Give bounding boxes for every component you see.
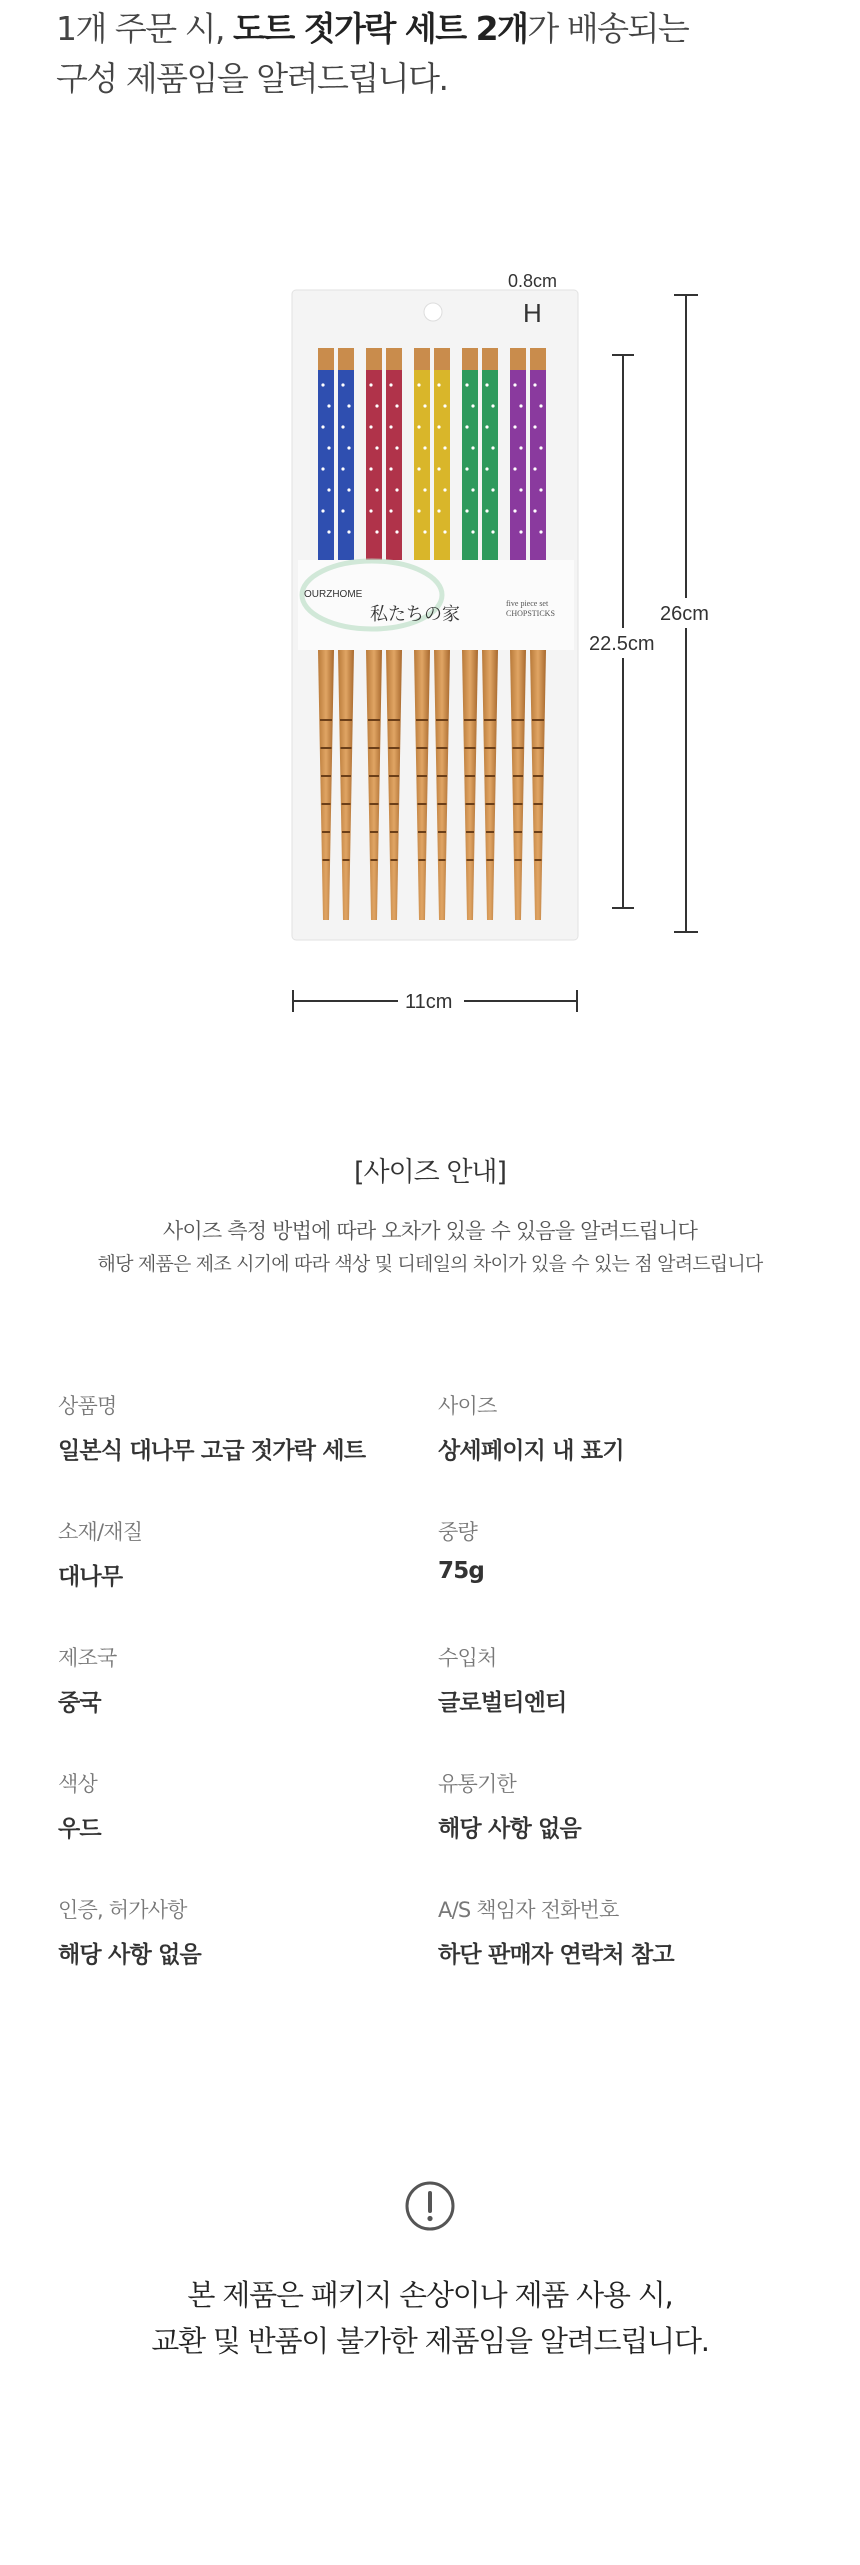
product-figure <box>0 260 860 1040</box>
spec-label: 상품명 <box>58 1394 117 1418</box>
spec-cell <box>58 1390 438 1516</box>
spec-cell <box>58 1516 438 1642</box>
intro-line-2: 구성 제품임을 알려드립니다. <box>56 59 448 98</box>
dim-outer-height-label: 26cm <box>660 603 709 625</box>
spec-label: 색상 <box>58 1772 97 1796</box>
package-script: 私たちの家 <box>370 604 460 625</box>
intro-line-1 <box>56 4 816 54</box>
package-small-2: CHOPSTICKS <box>506 609 555 618</box>
dim-thickness-label: 0.8cm <box>508 271 558 291</box>
dim-inner-height-label: 22.5cm <box>589 633 655 655</box>
spec-value: 75g <box>438 1558 485 1584</box>
spec-value: 우드 <box>58 1816 101 1842</box>
size-guide <box>0 1150 860 1276</box>
spec-cell <box>438 1642 818 1768</box>
product-illustration <box>0 260 860 1040</box>
size-guide-line-2: 해당 제품은 제조 시기에 따라 색상 및 디테일의 차이가 있을 수 있는 점 알려드립니다 <box>97 1253 763 1275</box>
spec-label: 중량 <box>438 1520 477 1544</box>
package-small-1: five piece set <box>506 599 549 608</box>
spec-value: 해당 사항 없음 <box>58 1942 201 1968</box>
size-guide-line-1: 사이즈 측정 방법에 따라 오차가 있을 수 있음을 알려드립니다 <box>162 1219 698 1243</box>
spec-label: 유통기한 <box>438 1772 516 1796</box>
spec-label: A/S 책임자 전화번호 <box>438 1898 619 1922</box>
spec-label: 제조국 <box>58 1646 117 1670</box>
hang-hole <box>424 303 442 321</box>
spec-label: 사이즈 <box>438 1394 497 1418</box>
spec-value: 대나무 <box>58 1564 123 1590</box>
package-brand: OURZHOME <box>304 589 363 600</box>
spec-value: 상세페이지 내 표기 <box>438 1438 624 1464</box>
spec-label: 인증, 허가사항 <box>58 1898 187 1922</box>
spec-cell <box>438 1894 818 2020</box>
spec-table <box>58 1390 818 2020</box>
intro-text <box>56 4 816 104</box>
intro-part-3: 가 배송되는 <box>527 9 689 48</box>
notice-line-1: 본 제품은 패키지 손상이나 제품 사용 시, <box>187 2278 673 2312</box>
spec-value: 글로벌티엔티 <box>438 1690 567 1716</box>
spec-row <box>58 1768 818 1894</box>
dim-thickness-mark: H <box>523 298 542 328</box>
notice-line-2: 교환 및 반품이 불가한 제품임을 알려드립니다. <box>151 2324 709 2358</box>
spec-cell <box>438 1390 818 1516</box>
spec-value: 해당 사항 없음 <box>438 1816 581 1842</box>
spec-cell <box>58 1894 438 2020</box>
size-guide-title: [사이즈 안내] <box>353 1157 507 1188</box>
spec-cell <box>58 1642 438 1768</box>
intro-highlight: 도트 젓가락 세트 2개 <box>232 9 528 48</box>
spec-value: 하단 판매자 연락처 참고 <box>438 1942 674 1968</box>
dim-width-label: 11cm <box>405 991 453 1013</box>
spec-row <box>58 1894 818 2020</box>
spec-cell <box>438 1768 818 1894</box>
spec-value: 일본식 대나무 고급 젓가락 세트 <box>58 1438 366 1464</box>
spec-value: 중국 <box>58 1690 101 1716</box>
spec-cell <box>58 1768 438 1894</box>
spec-cell <box>438 1516 818 1642</box>
spec-row <box>58 1642 818 1768</box>
spec-label: 소재/재질 <box>58 1520 143 1544</box>
notice-section <box>0 2180 860 2364</box>
notice-text <box>0 2272 860 2364</box>
exclamation-circle-icon <box>404 2180 456 2232</box>
spec-row <box>58 1516 818 1642</box>
spec-row <box>58 1390 818 1516</box>
spec-label: 수입처 <box>438 1646 497 1670</box>
intro-part-1: 1개 주문 시, <box>56 9 233 48</box>
